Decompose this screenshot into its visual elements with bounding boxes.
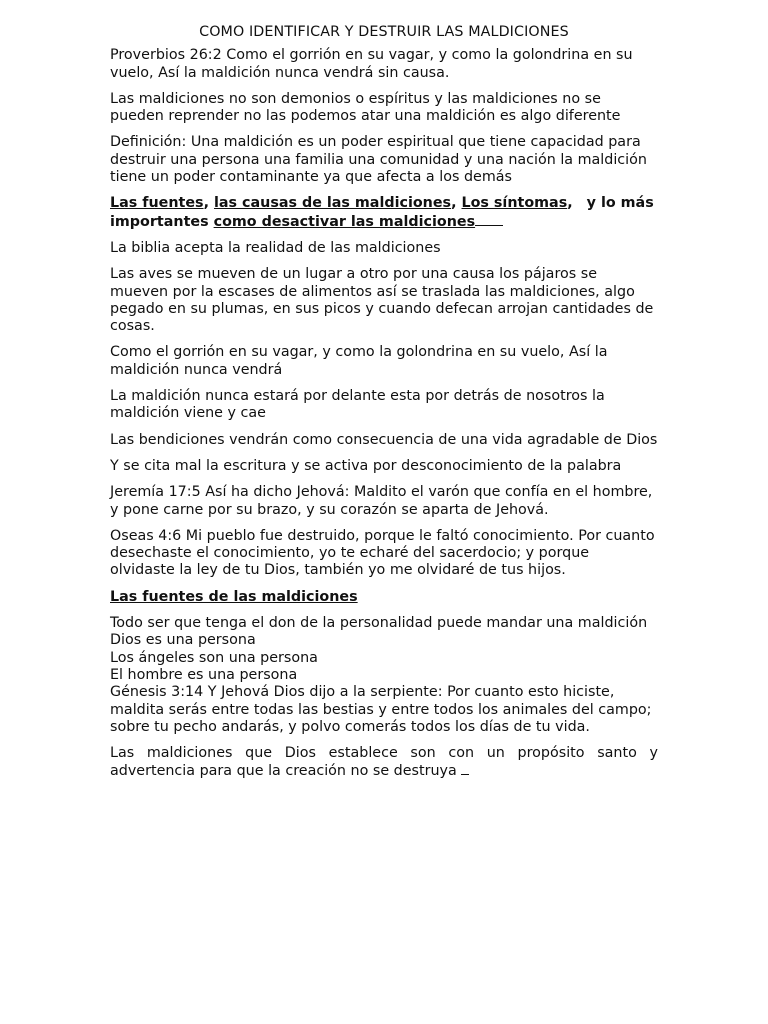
heading-trailing-underline xyxy=(475,213,503,226)
paragraph-proverbios: Proverbios 26:2 Como el gorrión en su vagar, y como la golondrina en su vuelo, Así la maldición nunca vendrá sin causa. xyxy=(110,47,633,81)
paragraph-never-ahead: La maldición nunca estará por delante esta por detrás de nosotros la maldición viene y cae xyxy=(110,388,605,422)
paragraph-bible-accepts: La biblia acepta la realidad de las maldiciones xyxy=(110,239,441,256)
section-heading-sources-causes xyxy=(110,195,658,231)
paragraph-sparrow: Como el gorrión en su vagar, y como la golondrina en su vuelo, Así la maldición nunca vendrá xyxy=(110,344,608,378)
list-line: Todo ser que tenga el don de la personalidad puede mandar una maldición xyxy=(110,615,648,632)
paragraph-blessings: Las bendiciones vendrán como consecuencia de una vida agradable de Dios xyxy=(110,431,658,448)
paragraph-definition: Definición: Una maldición es un poder espiritual que tiene capacidad para destruir una persona una familia una comunidad y una nación la maldición tiene un poder contaminante ya que afecta a los demás xyxy=(110,134,647,186)
paragraph-jeremias: Jeremía 17:5 Así ha dicho Jehová: Maldito el varón que confía en el hombre, y pone carne por su brazo, y su corazón se aparta de Jehová. xyxy=(110,484,653,518)
paragraph-holy-purpose xyxy=(110,745,658,781)
heading-sep-1: , xyxy=(203,195,214,212)
heading-part-causes: las causas de las maldiciones xyxy=(213,195,452,212)
section-heading-sources: Las fuentes de las maldiciones xyxy=(110,588,358,605)
heading-sep-2: , xyxy=(451,195,462,212)
paragraph-birds: Las aves se mueven de un lugar a otro por una causa los pájaros se mueven por la escases de alimentos así se traslada las maldiciones, algo pegado en su plumas, en sus picos y cuando defecan arrojan cantidades de cosas. xyxy=(110,266,654,335)
paragraph-holy-purpose-text: Las maldiciones que Dios establece son con un propósito santo y advertencia para que la creación no se destruya xyxy=(110,745,658,780)
heading-part-sources: Las fuentes xyxy=(110,195,204,212)
list-line: Génesis 3:14 Y Jehová Dios dijo a la serpiente: Por cuanto esto hiciste, maldita serás entre todas las bestias y entre todos los animales del campo; sobre tu pecho andarás, y polvo comerás todos los días de tu vida. xyxy=(110,684,652,735)
list-block-persons xyxy=(110,615,658,736)
list-line: Los ángeles son una persona xyxy=(110,649,318,666)
heading-sep-3: , xyxy=(567,195,573,212)
paragraph-trailing-underline xyxy=(461,762,469,775)
document-title: COMO IDENTIFICAR Y DESTRUIR LAS MALDICIONES xyxy=(199,24,569,40)
paragraph-scripture-misquoted: Y se cita mal la escritura y se activa por desconocimiento de la palabra xyxy=(110,457,622,474)
heading-part-deactivate: como desactivar las maldiciones xyxy=(213,213,476,230)
paragraph-not-demons: Las maldiciones no son demonios o espíritus y las maldiciones no se pueden reprender no las podemos atar una maldición es algo diferente xyxy=(110,90,621,125)
list-line: El hombre es una persona xyxy=(110,666,298,683)
list-line: Dios es una persona xyxy=(110,632,256,649)
heading-part-symptoms: Los síntomas xyxy=(461,195,568,212)
heading-part-most-important: y lo más importantes xyxy=(110,195,654,230)
paragraph-oseas: Oseas 4:6 Mi pueblo fue destruido, porque le faltó conocimiento. Por cuanto desechaste el conocimiento, yo te echaré del sacerdocio; y porque olvidaste la ley de tu Dios, también yo me olvidaré de tus hijos. xyxy=(110,527,655,579)
